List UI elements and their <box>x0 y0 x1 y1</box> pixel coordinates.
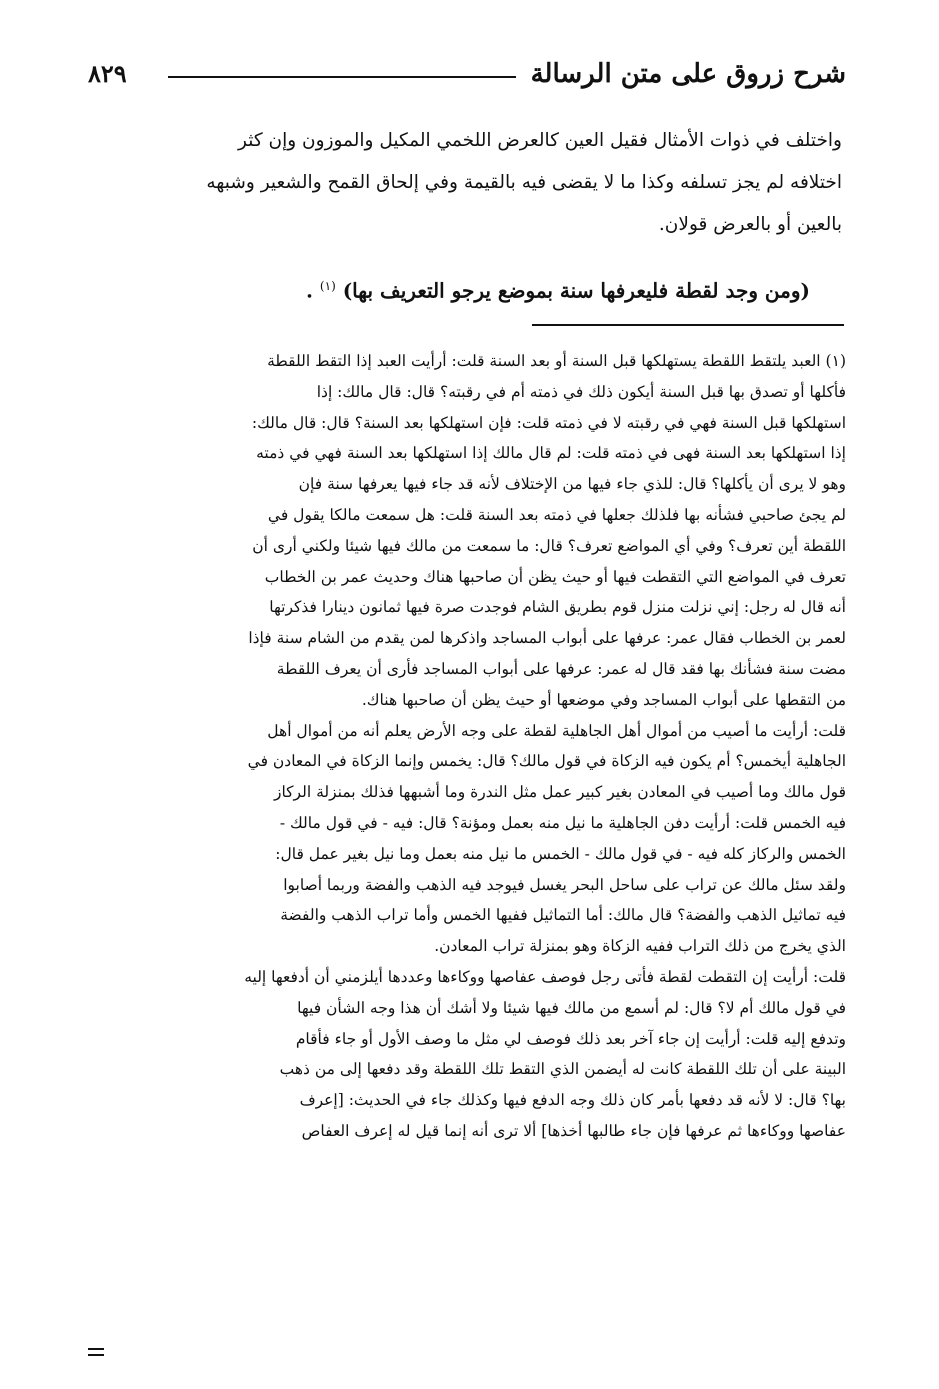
footnote-line: ولقد سئل مالك عن تراب على ساحل البحر يغسل فيوجد فيه الذهب والفضة وربما أصابوا <box>283 875 846 894</box>
footnote-line: فأكلها أو تصدق بها قبل السنة أيكون ذلك في ذمته أم في رقبته؟ قال: قال مالك: إذا <box>316 382 846 401</box>
continuation-mark <box>88 1348 104 1362</box>
footnote-question-2 <box>88 962 846 1147</box>
footnote-line: وهو لا يرى أن يأكلها؟ قال: للذي جاء فيها من الإختلاف لأنه قد جاء فيها يعرفها سنة فإن <box>298 475 846 494</box>
footnote-line: عفاصها ووكاءها ثم عرفها فإن جاء طالبها أخذها] ألا ترى أنه إنما قيل له إعرف العفاص <box>301 1121 846 1140</box>
footnote-line: اللقطة أين تعرف؟ وفي أي المواضع تعرف؟ قال: ما سمعت من مالك فيها شيئا ولكني أرى أن <box>252 536 846 555</box>
main-line: واختلف في ذوات الأمثال فقيل العين كالعرض اللخمي المكيل والموزون وإن كثر <box>238 130 842 151</box>
footnote-line: الجاهلية أيخمس؟ أم يكون فيه الزكاة في قول مالك؟ قال: يخمس وإنما الزكاة في المعادن في <box>247 752 846 771</box>
footnote-line: فيه تماثيل الذهب والفضة؟ قال مالك: أما التماثيل ففيها الخمس وأما تراب الذهب والفضة <box>280 906 846 925</box>
footnote-line: أرأيت ما أصيب من أموال أهل الجاهلية لقطة على وجه الأرض يعلم أنه من أموال أهل <box>267 721 809 740</box>
heading-text: (ومن وجد لقطة فليعرفها سنة بموضع يرجو التعريف بها) <box>342 278 810 303</box>
footnote-line: أنه قال له رجل: إني نزلت منزل قوم بطريق الشام فوجدت صرة فيها ثمانون دينارا فذكرتها <box>269 598 846 617</box>
main-line: بالعين أو بالعرض قولان. <box>658 214 842 235</box>
footnote-line: من التقطها على أبواب المساجد وفي موضعها أو حيث يظن أن صاحبها هناك. <box>361 690 846 709</box>
page-number: ٨٢٩ <box>88 59 127 88</box>
question-label: قلت: <box>813 721 846 740</box>
main-text <box>90 120 842 246</box>
footnote-line: فيه الخمس قلت: أرأيت دفن الجاهلية ما نيل منه بعمل ومؤنة؟ قال: فيه - في قول مالك - <box>279 813 846 832</box>
footnote-separator <box>532 324 844 326</box>
footnote-line: مضت سنة فشأنك بها فقد قال له عمر: عرفها على أبواب المساجد فأرى أن يعرف اللقطة <box>276 659 846 678</box>
running-title: شرح زروق على متن الرسالة <box>530 59 846 89</box>
footnote-line: لعمر بن الخطاب فقال عمر: عرفها على أبواب المساجد واذكرها لمن يقدم من الشام سنة فإذا <box>248 629 846 648</box>
footnote-line: الذي يخرج من ذلك التراب ففيه الزكاة وهو بمنزلة تراب المعادن. <box>434 937 846 956</box>
footnotes <box>88 346 846 1147</box>
footnote-line: استهلكها قبل السنة فهي في رقبته لا في ذمته قلت: فإن استهلكها بعد السنة؟ قال: قال مالك: <box>251 413 846 432</box>
footnote-line: وتدفع إليه قلت: أرأيت إن جاء آخر بعد ذلك فوصف لي مثل ما وصف الأول أو جاء فأقام <box>295 1029 846 1048</box>
header-rule <box>168 76 516 78</box>
footnote-line: في قول مالك أم لا؟ قال: لم أسمع من مالك فيها شيئا ولا أشك أن هذا وجه الشأن فيها <box>297 998 846 1017</box>
footnote-line: تعرف في المواضع التي التقطت فيها أو حيث يظن أن صاحبها هناك وحديث عمر بن الخطاب <box>264 567 846 586</box>
footnote-label: (١) <box>825 352 846 370</box>
heading-period: . <box>305 278 313 303</box>
footnote-line: بها؟ قال: لا لأنه قد دفعها بأمر كان ذلك وجه الدفع فيها وكذلك جاء في الحديث: [إعرف <box>299 1091 846 1110</box>
section-heading <box>190 266 810 311</box>
main-line: اختلافه لم يجز تسلفه وكذا ما لا يقضى فيه بالقيمة وفي إلحاق القمح والشعير وشبهه <box>206 172 842 193</box>
footnote-line: لم يجئ صاحبي فشأنه بها فلذلك جعلها في ذمته بعد السنة قلت: هل سمعت مالكا يقول في <box>267 505 846 524</box>
footnote-line: البينة على أن تلك اللقطة كانت له أيضمن الذي التقط تلك اللقطة وقد دفعها إلى من ذهب <box>279 1060 846 1079</box>
footnote-1 <box>88 346 846 716</box>
footnote-question-1 <box>88 716 846 962</box>
footnote-line: قول مالك وما أصيب في المعادن بغير كبير عمل مثل الندرة وما أشبهها فذلك بمنزلة الركاز <box>273 783 846 802</box>
footnote-line: إذا استهلكها بعد السنة فهى في ذمته قلت: لم قال مالك إذا استهلكها بعد السنة فهي في ذمته <box>256 444 846 463</box>
question-label: قلت: <box>813 967 846 986</box>
page-header <box>88 54 846 94</box>
footnote-line: الخمس والركاز كله فيه - في قول مالك - الخمس ما نيل منه بعمل وما نيل بغير عمل قال: <box>275 844 846 863</box>
footnote-line: أرأيت إن التقطت لقطة فأتى رجل فوصف عفاصها ووكاءها وعددها أيلزمني أن أدفعها إليه <box>244 967 809 986</box>
footnote-line: العبد يلتقط اللقطة يستهلكها قبل السنة أو بعد السنة قلت: أرأيت العبد إذا التقط اللقطة <box>267 352 821 370</box>
footnote-ref: (١) <box>319 279 336 293</box>
